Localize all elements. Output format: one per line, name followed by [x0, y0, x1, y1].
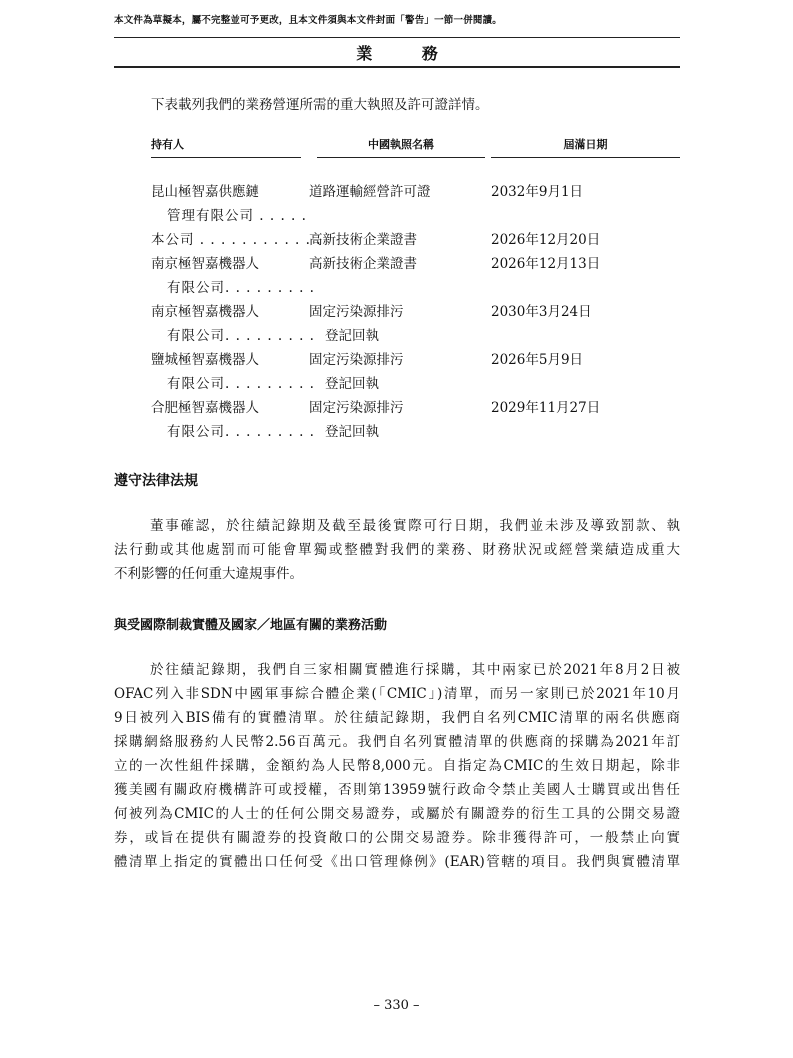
- holder-line1: 南京極智嘉機器人: [151, 304, 259, 320]
- compliance-paragraph: [114, 514, 680, 586]
- column-header-expiry: 屆滿日期: [491, 136, 680, 158]
- holder-line1: 本公司 . . . . . . . . . . . .: [151, 232, 322, 248]
- license-name: 固定污染源排污: [309, 400, 404, 416]
- license-name: 高新技術企業證書: [309, 256, 417, 272]
- holder-line1: 昆山極智嘉供應鏈: [151, 184, 259, 200]
- title-rule: [114, 66, 680, 68]
- draft-disclaimer: 本文件為草擬本，屬不完整並可予更改，且本文件須與本文件封面「警告」一節一併閱讀。: [114, 15, 503, 26]
- holder-line1: 南京極智嘉機器人: [151, 256, 259, 272]
- column-header-holder: 持有人: [151, 136, 301, 158]
- license-name-line2: 登記回執: [325, 376, 379, 392]
- holder-line2: 管理有限公司 . . . . .: [167, 208, 307, 224]
- paragraph-line: 採購網絡服務約人民幣2.56百萬元。我們自名列實體清單的供應商的採購為2021年訂: [114, 734, 680, 750]
- license-name: 固定污染源排污: [309, 304, 404, 320]
- paragraph-line: 於往績記錄期，我們自三家相關實體進行採購，其中兩家已於2021年8月2日被: [150, 662, 680, 678]
- expiry-date: 2032年9月1日: [491, 184, 584, 200]
- expiry-date: 2030年3月24日: [491, 304, 592, 320]
- intro-text: 下表載列我們的業務營運所需的重大執照及許可證詳情。: [151, 97, 489, 113]
- paragraph-line: 體清單上指定的實體出口任何受《出口管理條例》(EAR)管轄的項目。我們與實體清單: [114, 854, 680, 870]
- holder-line1: 合肥極智嘉機器人: [151, 400, 259, 416]
- holder-line2: 有限公司. . . . . . . . .: [167, 376, 315, 392]
- expiry-date: 2026年12月13日: [491, 256, 601, 272]
- paragraph-line: 立的一次性組件採購，金額約為人民幣8,000元。自指定為CMIC的生效日期起，除非: [114, 758, 680, 774]
- holder-line2: 有限公司. . . . . . . . .: [167, 280, 315, 296]
- section-title: 業 務: [356, 44, 460, 63]
- holder-line1: 鹽城極智嘉機器人: [151, 352, 259, 368]
- expiry-date: 2029年11月27日: [491, 400, 601, 416]
- paragraph-line: 何被列為CMIC的人士的任何公開交易證券，或屬於有關證券的衍生工具的公開交易證: [114, 806, 680, 822]
- license-name-line2: 登記回執: [325, 424, 379, 440]
- column-header-license-name: 中國執照名稱: [317, 136, 485, 158]
- paragraph-line: 券，或旨在提供有關證券的投資敞口的公開交易證券。除非獲得許可，一般禁止向實: [114, 830, 680, 846]
- paragraph-line: OFAC列入非SDN中國軍事綜合體企業(「CMIC」)清單，而另一家則已於2021年10月: [114, 686, 680, 702]
- paragraph-line: 法行動或其他處罰而可能會單獨或整體對我們的業務、財務狀況或經營業績造成重大: [114, 542, 680, 558]
- paragraph-line: 不利影響的任何重大違規事件。: [114, 566, 303, 582]
- license-name-line2: 登記回執: [325, 328, 379, 344]
- sanctions-paragraph: [114, 658, 680, 874]
- paragraph-line: 獲美國有關政府機構許可或授權，否則第13959號行政命令禁止美國人士購買或出售任: [114, 782, 680, 798]
- paragraph-line: 9日被列入BIS備有的實體清單。於往績記錄期，我們自名列CMIC清單的兩名供應商: [114, 710, 680, 726]
- sanctions-heading: 與受國際制裁實體及國家／地區有關的業務活動: [114, 618, 388, 633]
- license-name: 道路運輸經營許可證: [309, 184, 431, 200]
- expiry-date: 2026年5月9日: [491, 352, 584, 368]
- header-rule: [114, 37, 680, 38]
- holder-line2: 有限公司. . . . . . . . .: [167, 328, 315, 344]
- license-name: 固定污染源排污: [309, 352, 404, 368]
- compliance-heading: 遵守法律法規: [114, 473, 198, 489]
- holder-line2: 有限公司. . . . . . . . .: [167, 424, 315, 440]
- paragraph-line: 董事確認，於往績記錄期及截至最後實際可行日期，我們並未涉及導致罰款、執: [150, 518, 680, 534]
- page-number: – 330 –: [373, 998, 420, 1013]
- expiry-date: 2026年12月20日: [491, 232, 601, 248]
- license-name: 高新技術企業證書: [309, 232, 417, 248]
